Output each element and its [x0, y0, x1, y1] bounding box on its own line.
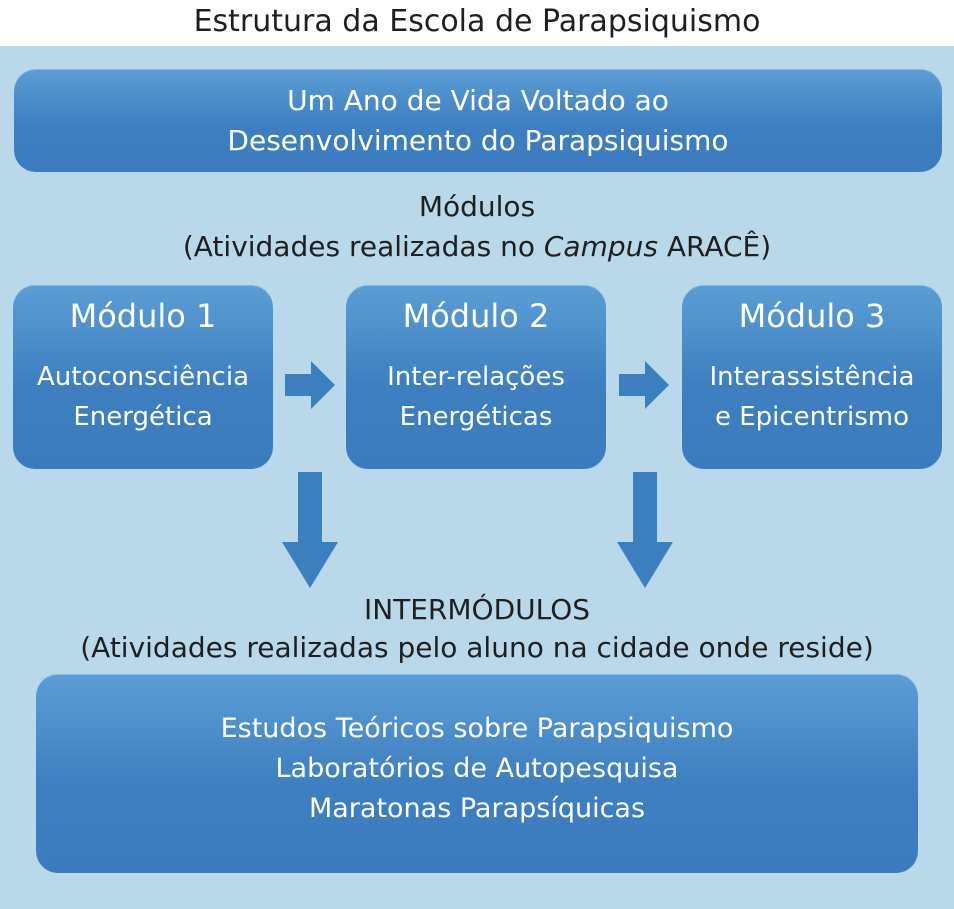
module-2-line-1: Inter-relações [387, 362, 565, 392]
modules-subheading-prefix: (Atividades realizadas no [182, 230, 544, 263]
program-box [14, 69, 942, 172]
module-3-line-2: e Epicentrismo [714, 402, 910, 432]
module-3-box [682, 285, 942, 469]
intermodules-line-1: Estudos Teóricos sobre Parapsiquismo [220, 713, 734, 744]
intermodules-line-3: Maratonas Parapsíquicas [308, 793, 646, 824]
arrow-down-icon [282, 472, 338, 590]
modules-heading-title: Módulos [418, 190, 536, 223]
modules-subheading-italic: Campus [543, 230, 658, 263]
diagram-title: Estrutura da Escola de Parapsiquismo [193, 4, 761, 39]
arrow-right-icon [619, 359, 671, 411]
module-1-box [13, 285, 273, 469]
program-line-1: Um Ano de Vida Voltado ao [287, 84, 669, 117]
module-1-line-1: Autoconsciência [36, 362, 250, 392]
modules-heading [0, 188, 954, 226]
module-3-line-1: Interassistência [709, 362, 915, 392]
intermodules-line-2: Laboratórios de Autopesquisa [275, 753, 679, 784]
module-3-title: Módulo 3 [738, 297, 886, 335]
arrow-right-icon [285, 359, 337, 411]
module-2-box [346, 285, 606, 469]
intermodules-heading-title: INTERMÓDULOS [363, 593, 591, 626]
intermodules-heading [0, 591, 954, 629]
intermodules-subheading [0, 629, 954, 667]
module-1-line-2: Energética [73, 402, 213, 432]
intermodules-box [36, 674, 918, 873]
modules-subheading [0, 228, 954, 266]
program-line-2: Desenvolvimento do Parapsiquismo [227, 124, 729, 157]
module-2-title: Módulo 2 [402, 297, 550, 335]
arrow-down-icon [617, 472, 673, 590]
module-2-line-2: Energéticas [399, 402, 553, 432]
intermodules-subheading-text: (Atividades realizadas pelo aluno na cidade onde reside) [80, 631, 874, 664]
modules-subheading-suffix: ARACÊ) [657, 230, 772, 263]
module-1-title: Módulo 1 [69, 297, 217, 335]
